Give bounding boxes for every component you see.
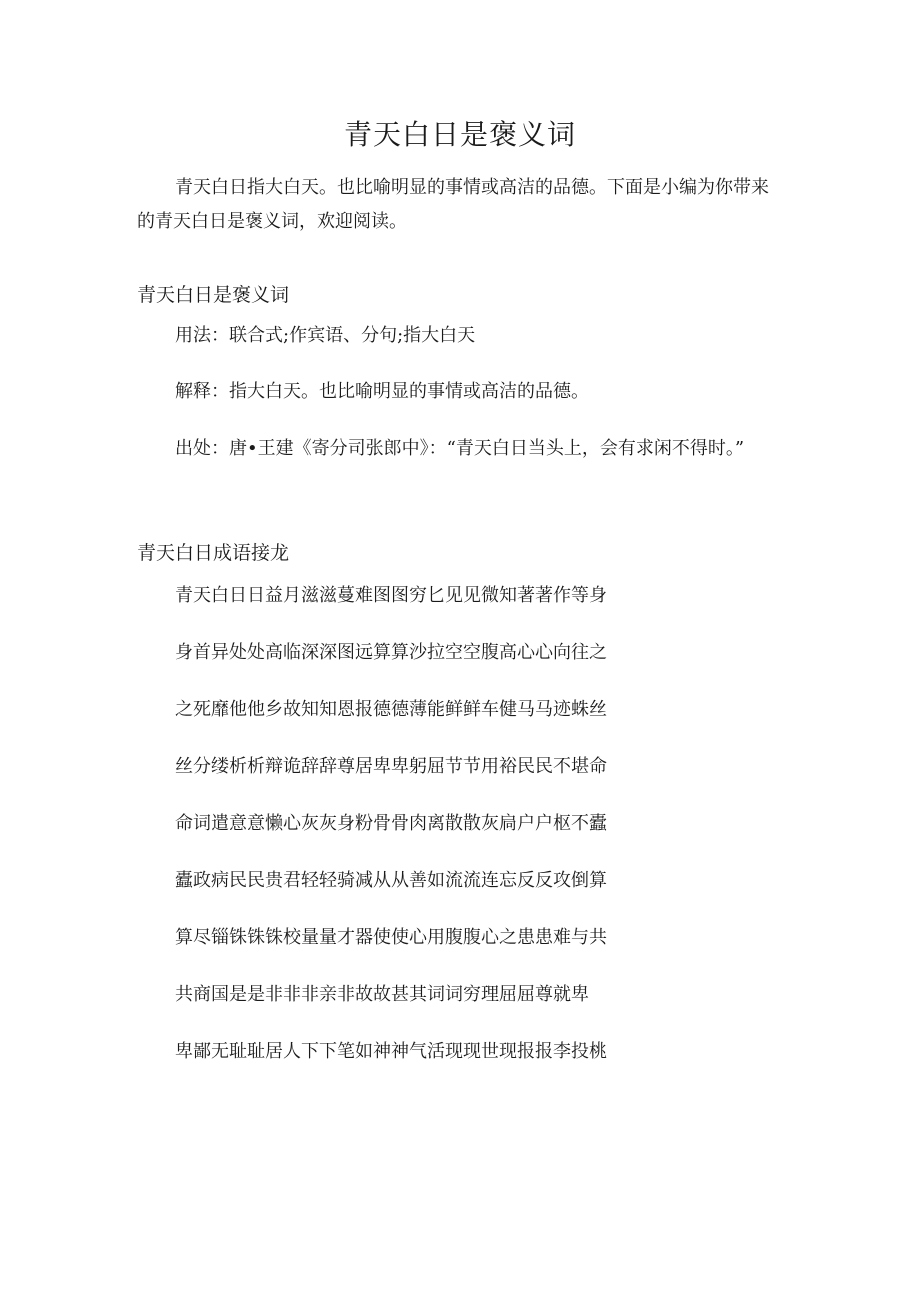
idiom-chain-line: 命词遣意意懒心灰灰身粉骨骨肉离散散灰扃户户枢不蠹 xyxy=(175,813,607,834)
idiom-chain-line: 算尽锱铢铢铢校量量才器使使心用腹腹心之患患难与共 xyxy=(175,927,607,948)
idiom-chain-line: 青天白日日益月滋滋蔓难图图穷匕见见微知著著作等身 xyxy=(175,585,607,606)
section-heading-idiom-chain: 青天白日成语接龙 xyxy=(137,542,290,564)
explanation-paragraph: 解释：指大白天。也比喻明显的事情或高洁的品德。 xyxy=(175,381,589,402)
idiom-chain-line: 之死靡他他乡故知知恩报德德薄能鲜鲜车健马马迹蛛丝 xyxy=(175,699,607,720)
source-paragraph: 出处：唐•王建《寄分司张郎中》：“青天白日当头上，会有求闲不得时。” xyxy=(175,438,745,459)
idiom-chain-line: 共商国是是非非非亲非故故甚其词词穷理屈屈尊就卑 xyxy=(175,984,589,1005)
idiom-chain-line: 丝分缕析析辩诡辞辞尊居卑卑躬屈节节用裕民民不堪命 xyxy=(175,756,607,777)
idiom-chain-line: 卑鄙无耻耻居人下下笔如神神气活现现世现报报李投桃 xyxy=(175,1041,607,1062)
intro-paragraph: 青天白日指大白天。也比喻明显的事情或高洁的品德。下面是小编为你带来的青天白日是褒义词，欢迎阅读。 xyxy=(137,177,769,232)
document-title: 青天白日是褒义词 xyxy=(343,118,576,151)
idiom-chain-list xyxy=(175,578,607,1091)
idiom-chain-line: 蠹政病民民贵君轻轻骑减从从善如流流连忘反反攻倒算 xyxy=(175,870,607,891)
usage-paragraph: 用法：联合式;作宾语、分句;指大白天 xyxy=(175,325,476,346)
section-heading-commendatory: 青天白日是褒义词 xyxy=(137,284,290,306)
idiom-chain-line: 身首异处处高临深深图远算算沙拉空空腹高心心向往之 xyxy=(175,642,607,663)
